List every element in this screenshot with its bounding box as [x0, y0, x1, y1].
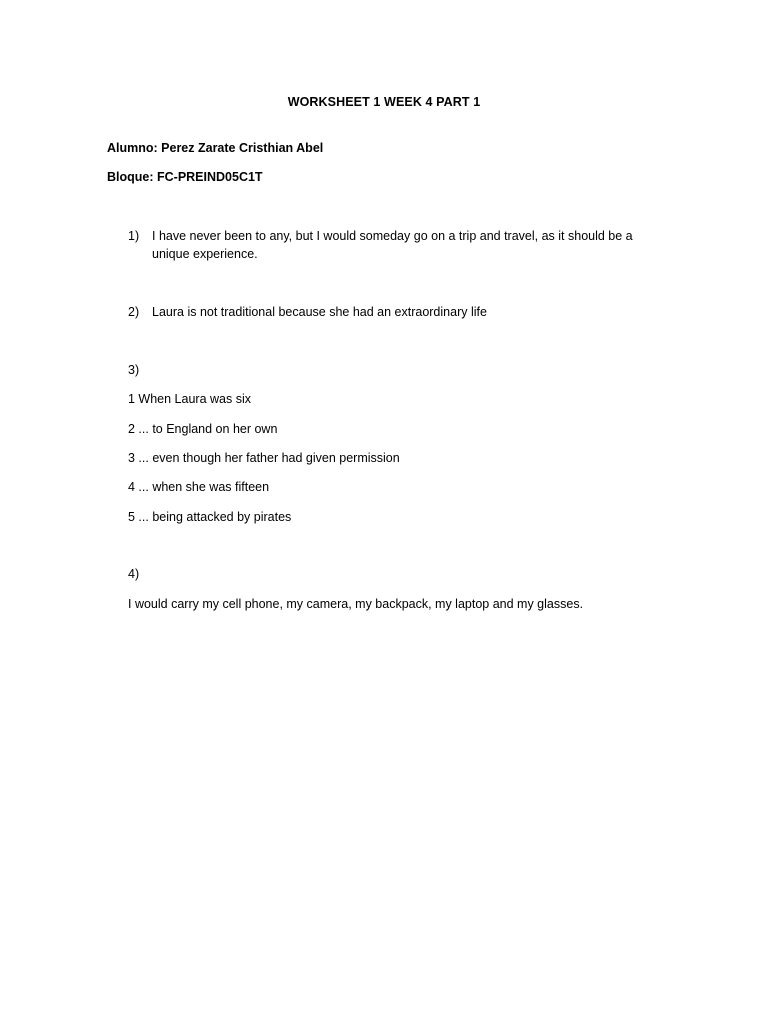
question-4-number: 4): [128, 567, 140, 581]
question-2-number: 2): [128, 305, 140, 319]
question-4-answer: I would carry my cell phone, my camera, my backpack, my laptop and my glasses.: [128, 597, 584, 611]
block-code: Bloque: FC-PREIND05C1T: [107, 170, 263, 184]
student-name: Alumno: Perez Zarate Cristhian Abel: [107, 141, 324, 155]
worksheet-title: WORKSHEET 1 WEEK 4 PART 1: [287, 95, 481, 109]
question-3-item-5: 5 ... being attacked by pirates: [128, 510, 292, 524]
question-2-answer: Laura is not traditional because she had an extraordinary life: [152, 305, 487, 319]
question-3-number: 3): [128, 363, 140, 377]
question-3-item-4: 4 ... when she was fifteen: [128, 480, 270, 494]
question-3-item-1: 1 When Laura was six: [128, 392, 251, 406]
question-3-item-2: 2 ... to England on her own: [128, 422, 278, 436]
question-3-item-3: 3 ... even though her father had given permission: [128, 451, 400, 465]
question-1-answer: I have never been to any, but I would someday go on a trip and travel, as it should be a unique experience.: [152, 229, 633, 262]
question-1-number: 1): [128, 229, 140, 243]
